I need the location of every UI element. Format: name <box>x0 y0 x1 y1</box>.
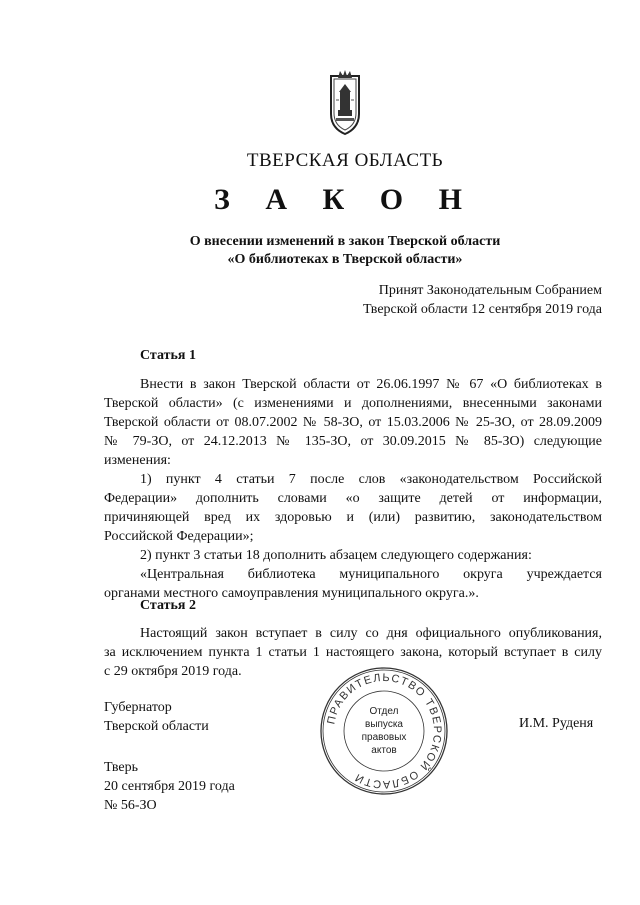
adoption-line-2: Тверской области 12 сентября 2019 года <box>362 302 602 317</box>
law-title-line-2: «О библиотеках в Тверской области» <box>227 252 463 267</box>
official-stamp <box>318 665 450 797</box>
region-name: ТВЕРСКАЯ ОБЛАСТЬ <box>246 150 444 171</box>
text-line: Внести в закон Тверской области от 26.06.1997 № 67 «О библиотеках в <box>140 377 602 392</box>
text-line: Тверской области от 08.07.2002 № 58-ЗО, от 15.03.2006 № 25-ЗО, от 28.09.2009 <box>104 415 602 430</box>
position-line-1: Губернатор <box>104 700 172 715</box>
stamp-line-2: выпуска <box>365 719 403 730</box>
law-title <box>0 233 640 269</box>
signatory-position <box>104 698 209 736</box>
article-1-item-1 <box>104 470 602 546</box>
stamp-ring-text: ПРАВИТЕЛЬСТВО ТВЕРСКОЙ ОБЛАСТИ <box>325 671 444 791</box>
text-line: Тверской области» (с изменениями и дополнениями, внесенными законами <box>104 396 602 411</box>
stamp-center-text <box>318 665 450 797</box>
text-line: Федерации» дополнить словами «о защите детей от информации, <box>104 491 602 506</box>
signatory-name: И.М. Руденя <box>519 716 594 731</box>
article-1-intro <box>104 375 602 470</box>
text-line: Российской Федерации»; <box>104 529 254 544</box>
adoption-note <box>363 281 602 319</box>
text-line: с 29 октября 2019 года. <box>104 664 242 679</box>
law-title-line-1: О внесении изменений в закон Тверской области <box>189 234 501 249</box>
text-line: № 79-ЗО, от 24.12.2013 № 135-ЗО, от 30.09.2015 № 85-ЗО) следующие <box>104 434 602 449</box>
signing-date: 20 сентября 2019 года <box>104 779 235 794</box>
article-1-item-2 <box>104 546 602 565</box>
article-2-heading: Статья 2 <box>140 598 196 613</box>
document-type: З А К О Н <box>214 183 476 216</box>
place-date-number <box>104 758 235 815</box>
law-number: № 56-ЗО <box>104 798 157 813</box>
city: Тверь <box>104 760 138 775</box>
text-line: за исключением пункта 1 статьи 1 настоящего закона, который вступает в силу <box>104 645 602 660</box>
adoption-line-1: Принят Законодательным Собранием <box>378 283 602 298</box>
text-line: Настоящий закон вступает в силу со дня официального опубликования, <box>140 626 602 641</box>
stamp-line-1: Отдел <box>369 706 399 717</box>
text-line: изменения: <box>104 453 171 468</box>
coat-of-arms-emblem <box>325 70 365 138</box>
text-line: 1) пункт 4 статьи 7 после слов «законодательством Российской <box>140 472 602 487</box>
stamp-line-3: правовых <box>361 732 407 743</box>
text-line: «Центральная библиотека муниципального округа учреждается <box>140 567 602 582</box>
article-1-heading: Статья 1 <box>140 348 196 363</box>
text-line: причиняющей вред их здоровью и (или) развитию, законодательством <box>104 510 602 525</box>
stamp-line-4: актов <box>371 745 397 756</box>
text-line: 2) пункт 3 статьи 18 дополнить абзацем следующего содержания: <box>140 548 532 563</box>
text-line: органами местного самоуправления муниципального округа.». <box>104 586 479 601</box>
position-line-2: Тверской области <box>104 719 209 734</box>
